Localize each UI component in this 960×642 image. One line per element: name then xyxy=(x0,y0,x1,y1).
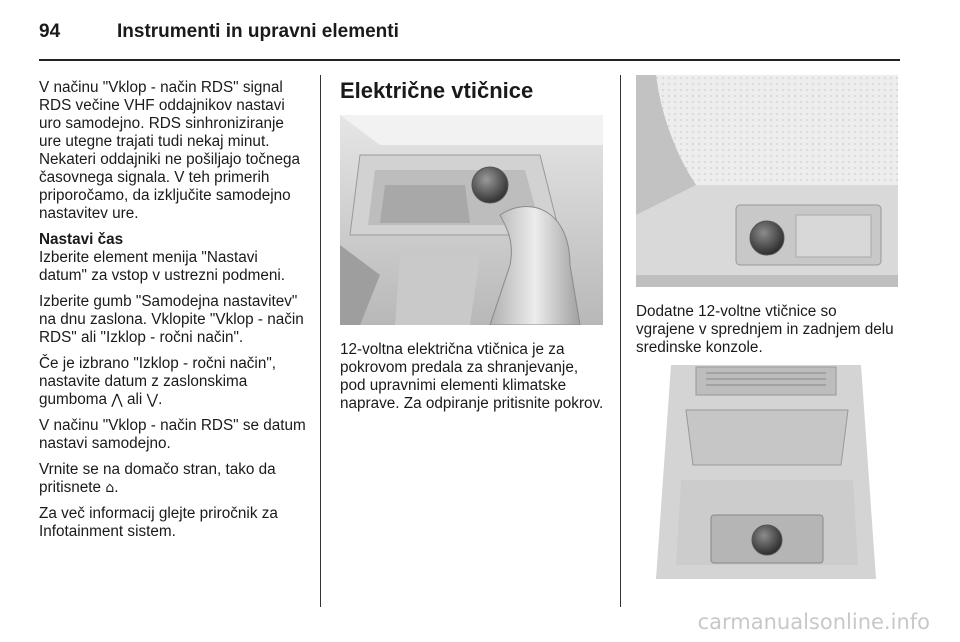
paragraph xyxy=(39,461,307,497)
paragraph xyxy=(39,355,307,409)
home-icon: ⌂ xyxy=(105,480,115,496)
header-rule xyxy=(39,59,900,61)
power-outlet-illustration xyxy=(340,115,603,325)
paragraph: V načinu "Vklop - način RDS" signal RDS večine VHF oddajnikov nastavi uro samodejno. RDS sinhroniziranje ure utegne trajati tudi nekaj minut. Nekateri oddajniki ne pošiljajo točnega časovnega signala. V teh primerih priporočamo, da izključite samodejno nastavitev ure. xyxy=(39,79,301,222)
right-column xyxy=(636,75,898,579)
watermark: carmanualsonline.info xyxy=(697,610,930,634)
column-divider xyxy=(320,75,321,607)
page-number: 94 xyxy=(39,21,61,42)
paragraph: Izberite gumb "Samodejna nastavitev" na dnu zaslona. Vklopite "Vklop - način RDS" ali "Izklop - ročni način". xyxy=(39,293,304,346)
figure-caption: Dodatne 12-voltne vtičnice so vgrajene v sprednjem in zadnjem delu sredinske konzole. xyxy=(636,303,894,356)
text-span: . xyxy=(158,391,163,408)
center-console-front-illustration xyxy=(636,75,898,287)
paragraph: Za več informacij glejte priročnik za Infotainment sistem. xyxy=(39,505,278,540)
text-span: . xyxy=(114,479,119,496)
page-title: Instrumenti in upravni elementi xyxy=(117,21,399,42)
up-arrow-icon: ⋀ xyxy=(111,392,123,408)
column-divider xyxy=(620,75,621,607)
center-console-rear-illustration xyxy=(636,365,898,579)
page-header xyxy=(39,17,399,47)
section-heading: Nastavi čas xyxy=(39,231,124,248)
text-span: Vrnite se na domačo stran, tako da pritisnete xyxy=(39,461,276,496)
down-arrow-icon: ⋁ xyxy=(146,392,159,408)
figure-caption: 12-voltna električna vtičnica je za pokrovom predala za shranjevanje, pod upravnimi elementi klimatske naprave. Za odpiranje pritisnite pokrov. xyxy=(340,341,604,412)
text-span: ali xyxy=(122,391,147,408)
paragraph: Izberite element menija "Nastavi datum" za vstop v ustrezni podmeni. xyxy=(39,249,286,284)
section-title: Električne vtičnice xyxy=(340,78,534,103)
left-column xyxy=(39,79,307,549)
paragraph: V načinu "Vklop - način RDS" se datum nastavi samodejno. xyxy=(39,417,306,452)
middle-column xyxy=(340,79,605,421)
text-span: Če je izbrano "Izklop - ročni način", nastavite datum z zaslonskima gumboma xyxy=(39,355,277,408)
